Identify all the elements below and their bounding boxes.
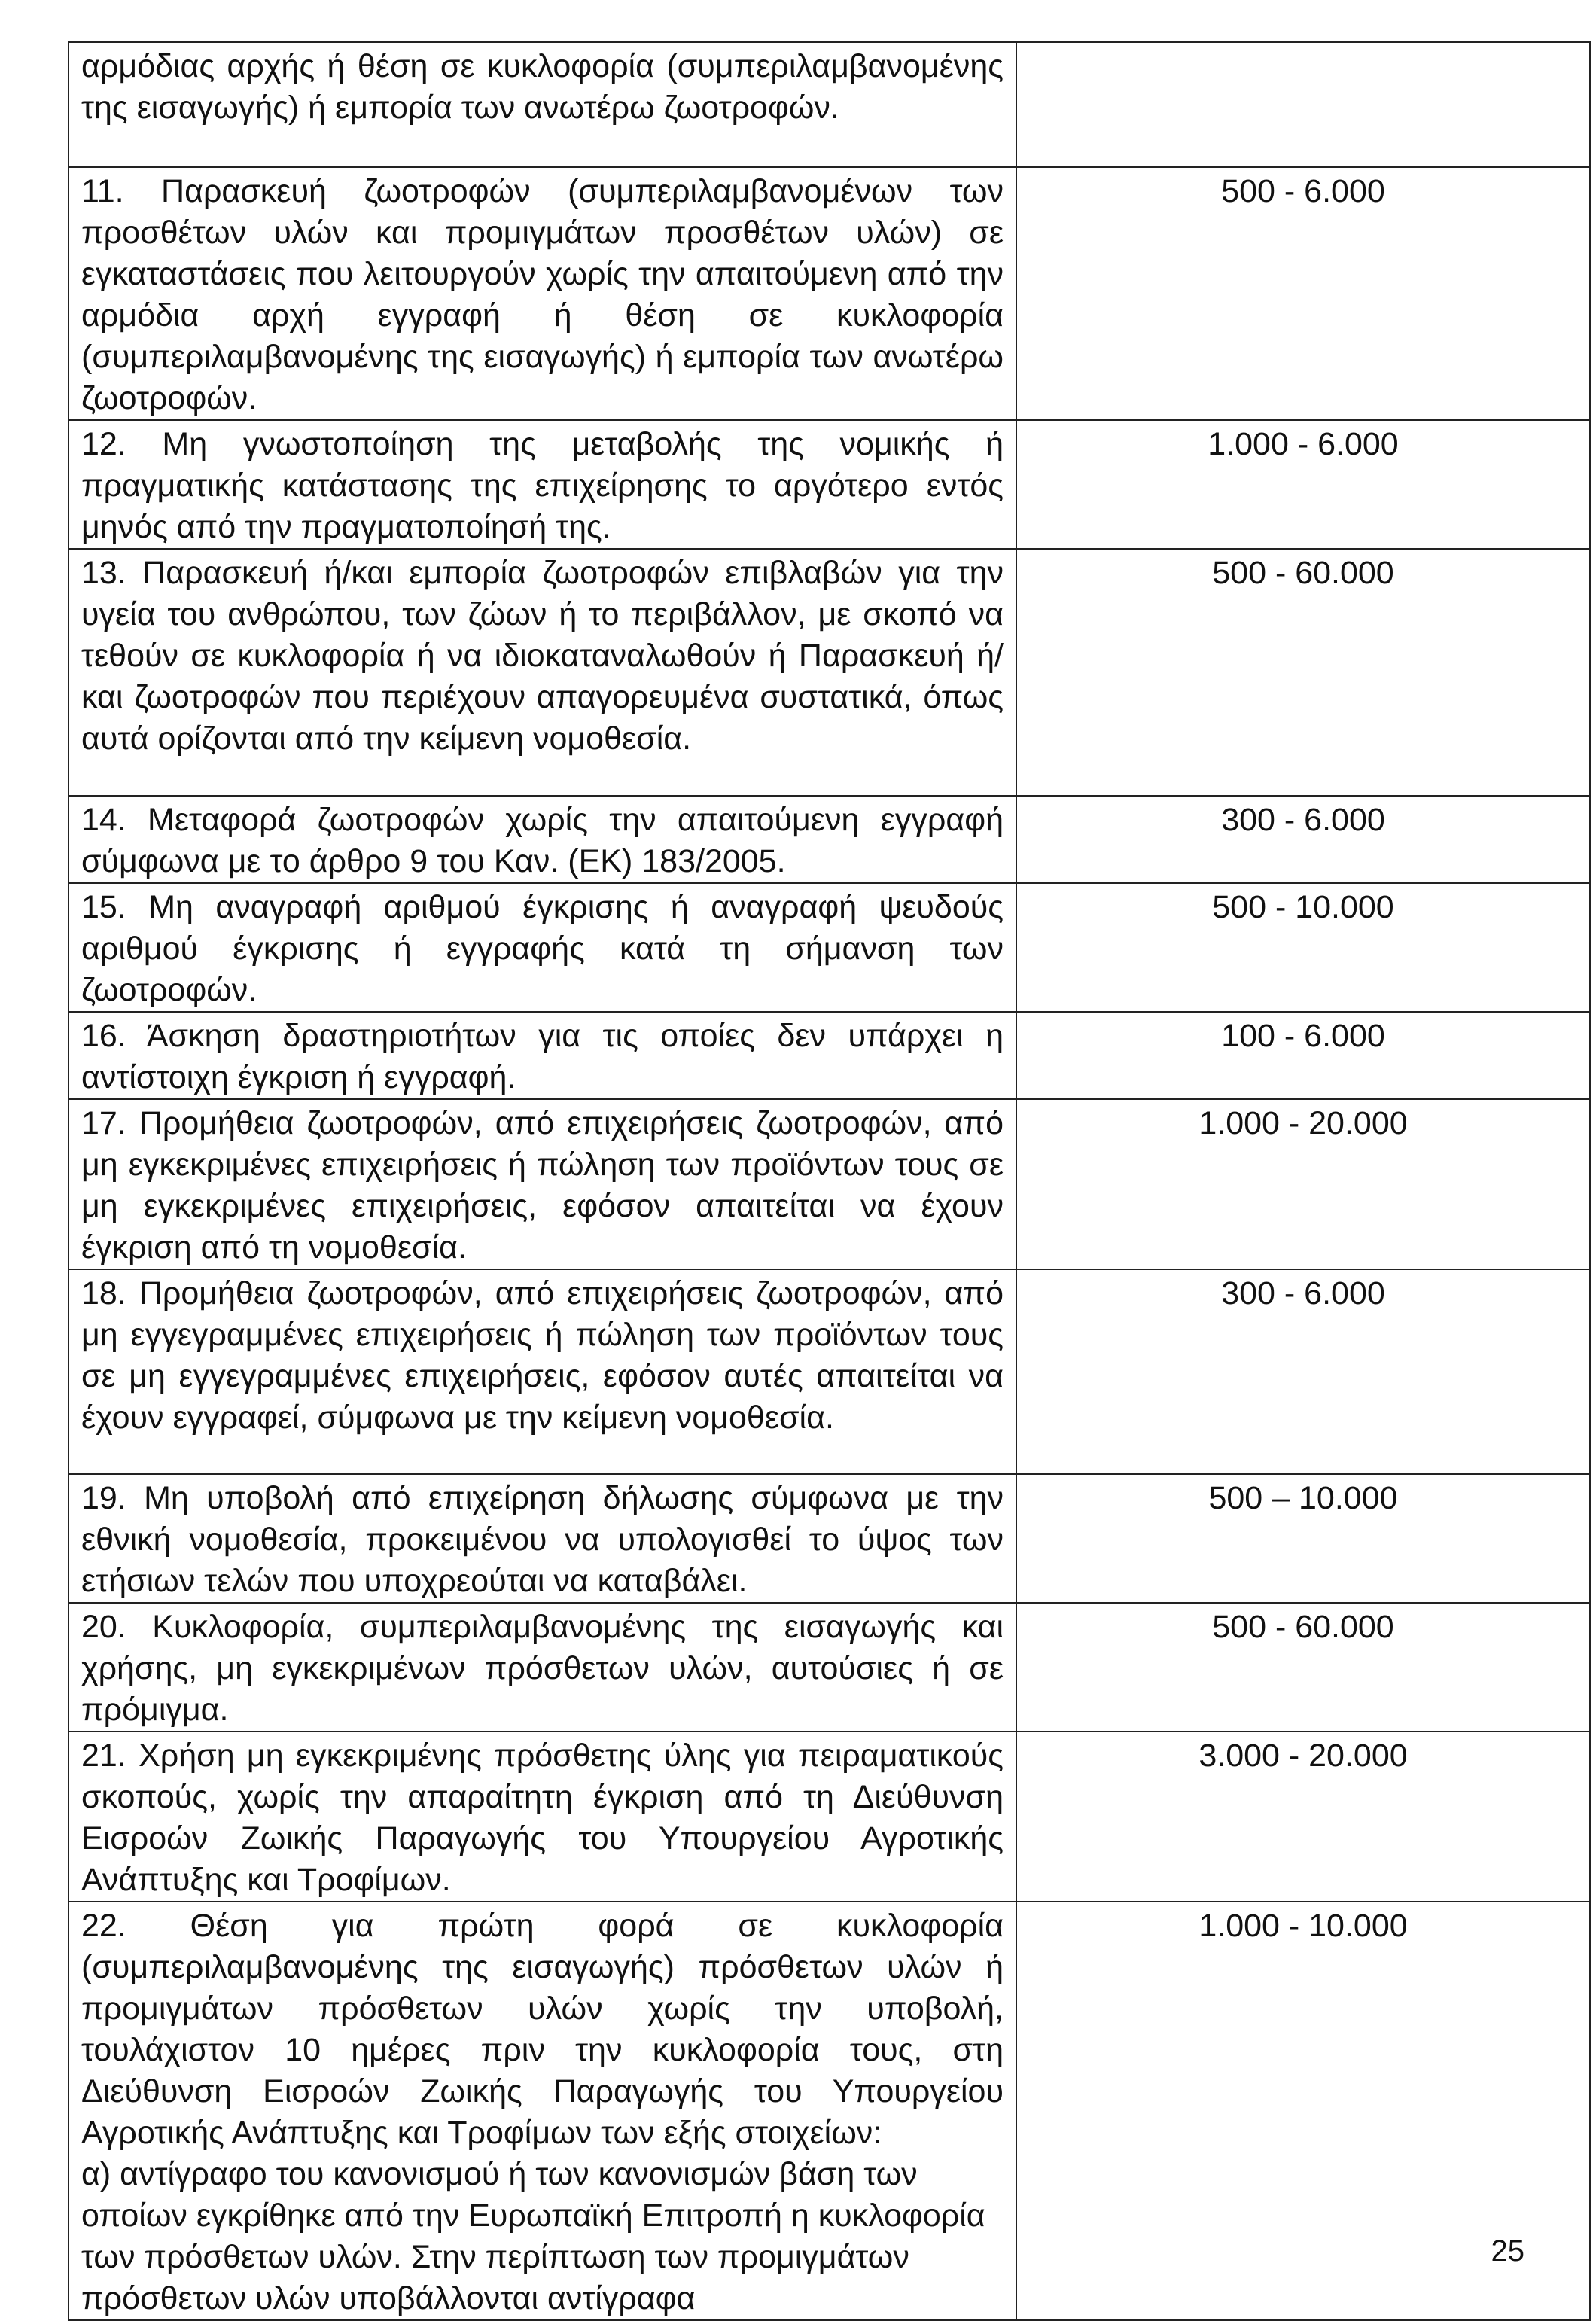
table-row (69, 1012, 1590, 1099)
table-row (69, 42, 1590, 167)
table-row (69, 549, 1590, 796)
table-row (69, 420, 1590, 549)
fine-amount: 1.000 - 10.000 (1016, 1902, 1590, 2320)
fines-table (68, 41, 1591, 2321)
violation-description: 21. Χρήση μη εγκεκριμένης πρόσθετης ύλης για πειραματικούς σκοπούς, χωρίς την απαραίτητη έγκριση από τη Διεύθυνση Εισροών Ζωικής Παραγωγής του Υπουργείου Αγροτικής Ανάπτυξης και Τροφίμων. (69, 1732, 1016, 1902)
fine-amount: 300 - 6.000 (1016, 796, 1590, 883)
table-row (69, 1269, 1590, 1474)
violation-description: 18. Προμήθεια ζωοτροφών, από επιχειρήσεις ζωοτροφών, από μη εγγεγραμμένες επιχειρήσεις ή πώληση των προϊόντων τους σε μη εγγεγραμμένες επιχειρήσεις, εφόσον αυτές απαιτείται να έχουν εγγραφεί, σύμφωνα με την κείμενη νομοθεσία. (69, 1269, 1016, 1474)
fine-amount (1016, 42, 1590, 167)
fine-amount: 500 - 6.000 (1016, 167, 1590, 420)
table-row (69, 796, 1590, 883)
violation-description: 16. Άσκηση δραστηριοτήτων για τις οποίες δεν υπάρχει η αντίστοιχη έγκριση ή εγγραφή. (69, 1012, 1016, 1099)
fine-amount: 100 - 6.000 (1016, 1012, 1590, 1099)
table-row (69, 883, 1590, 1012)
fine-amount: 300 - 6.000 (1016, 1269, 1590, 1474)
table-row (69, 1732, 1590, 1902)
violation-description: 20. Κυκλοφορία, συμπεριλαμβανομένης της εισαγωγής και χρήσης, μη εγκεκριμένων πρόσθετων υλών, αυτούσιες ή σε πρόμιγμα. (69, 1603, 1016, 1732)
violation-description: αρμόδιας αρχής ή θέση σε κυκλοφορία (συμπεριλαμβανομένης της εισαγωγής) ή εμπορία των ανωτέρω ζωοτροφών. (69, 42, 1016, 167)
violation-description: 15. Μη αναγραφή αριθμού έγκρισης ή αναγραφή ψευδούς αριθμού έγκρισης ή εγγραφής κατά τη σήμανση των ζωοτροφών. (69, 883, 1016, 1012)
table-row (69, 1099, 1590, 1269)
fine-amount: 1.000 - 6.000 (1016, 420, 1590, 549)
violation-description-subitem: α) αντίγραφο του κανονισμού ή των κανονισμών βάση των οποίων εγκρίθηκε από την Ευρωπαϊκή Επιτροπή η κυκλοφορία των πρόσθετων υλών. Στην περίπτωση των προμιγμάτων πρόσθετων υλών υποβάλλονται αντίγραφα (81, 2156, 985, 2316)
violation-description-main: 22. Θέση για πρώτη φορά σε κυκλοφορία (συμπεριλαμβανομένης της εισαγωγής) πρόσθετων υλών ή προμιγμάτων πρόσθετων υλών χωρίς την υποβολή, τουλάχιστον 10 ημέρες πριν την κυκλοφορία τους, στη Διεύθυνση Εισροών Ζωικής Παραγωγής του Υπουργείου Αγροτικής Ανάπτυξης και Τροφίμων των εξής στοιχείων: (81, 1908, 1004, 2151)
violation-description: 11. Παρασκευή ζωοτροφών (συμπεριλαμβανομένων των προσθέτων υλών και προμιγμάτων προσθέτων υλών) σε εγκαταστάσεις που λειτουργούν χωρίς την απαιτούμενη από την αρμόδια αρχή εγγραφή ή θέση σε κυκλοφορία (συμπεριλαμβανομένης της εισαγωγής) ή εμπορία των ανωτέρω ζωοτροφών. (69, 167, 1016, 420)
violation-description: 19. Μη υποβολή από επιχείρηση δήλωσης σύμφωνα με την εθνική νομοθεσία, προκειμένου να υπολογισθεί το ύψος των ετήσιων τελών που υποχρεούται να καταβάλει. (69, 1474, 1016, 1603)
fine-amount: 1.000 - 20.000 (1016, 1099, 1590, 1269)
table-row (69, 167, 1590, 420)
table-row (69, 1902, 1590, 2320)
violation-description: 12. Μη γνωστοποίηση της μεταβολής της νομικής ή πραγματικής κατάστασης της επιχείρησης το αργότερο εντός μηνός από την πραγματοποίησή της. (69, 420, 1016, 549)
table-row (69, 1474, 1590, 1603)
violation-description (69, 1902, 1016, 2320)
fine-amount: 500 - 60.000 (1016, 1603, 1590, 1732)
fine-amount: 3.000 - 20.000 (1016, 1732, 1590, 1902)
page-number: 25 (1491, 2234, 1524, 2268)
violation-description: 13. Παρασκευή ή/και εμπορία ζωοτροφών επιβλαβών για την υγεία του ανθρώπου, των ζώων ή το περιβάλλον, με σκοπό να τεθούν σε κυκλοφορία ή να ιδιοκαταναλωθούν ή Παρασκευή ή/και ζωοτροφών που περιέχουν απαγορευμένα συστατικά, όπως αυτά ορίζονται από την κείμενη νομοθεσία. (69, 549, 1016, 796)
violation-description: 17. Προμήθεια ζωοτροφών, από επιχειρήσεις ζωοτροφών, από μη εγκεκριμένες επιχειρήσεις ή πώληση των προϊόντων τους σε μη εγκεκριμένες επιχειρήσεις, εφόσον απαιτείται να έχουν έγκριση από τη νομοθεσία. (69, 1099, 1016, 1269)
fine-amount: 500 - 10.000 (1016, 883, 1590, 1012)
violation-description: 14. Μεταφορά ζωοτροφών χωρίς την απαιτούμενη εγγραφή σύμφωνα με το άρθρο 9 του Καν. (ΕΚ) 183/2005. (69, 796, 1016, 883)
fine-amount: 500 – 10.000 (1016, 1474, 1590, 1603)
table-row (69, 1603, 1590, 1732)
fine-amount: 500 - 60.000 (1016, 549, 1590, 796)
